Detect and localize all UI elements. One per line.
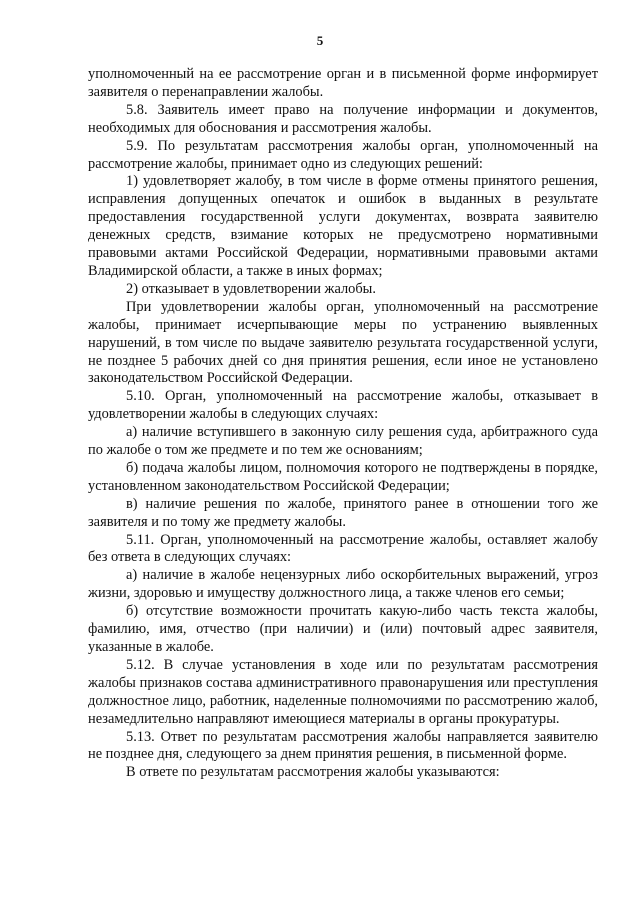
paragraph: 5.13. Ответ по результатам рассмотрения жалобы направляется заявителю не позднее дня, следующего за днем принятия решения, в письменной форме. xyxy=(88,728,598,763)
document-body xyxy=(88,66,598,782)
paragraph: 2) отказывает в удовлетворении жалобы. xyxy=(126,280,376,297)
paragraph: б) отсутствие возможности прочитать какую-либо часть текста жалобы, фамилию, имя, отчество (при наличии) и (или) почтовый адрес заявителя, указанные в жалобе. xyxy=(88,603,598,655)
paragraph: уполномоченный на ее рассмотрение орган и в письменной форме информирует заявителя о перенаправлении жалобы. xyxy=(88,66,598,100)
paragraph: В ответе по результатам рассмотрения жалобы указываются: xyxy=(126,764,500,781)
page-number: 5 xyxy=(316,33,324,48)
paragraph: 5.11. Орган, уполномоченный на рассмотрение жалобы, оставляет жалобу без ответа в следующих случаях: xyxy=(88,531,598,566)
paragraph: а) наличие вступившего в законную силу решения суда, арбитражного суда по жалобе о том же предмете и по тем же основаниям; xyxy=(88,424,598,459)
paragraph: а) наличие в жалобе нецензурных либо оскорбительных выражений, угроз жизни, здоровью и имуществу должностного лица, а также членов его семьи; xyxy=(88,567,598,602)
paragraph: 5.8. Заявитель имеет право на получение информации и документов, необходимых для обоснования и рассмотрения жалобы. xyxy=(88,101,598,136)
paragraph: б) подача жалобы лицом, полномочия которого не подтверждены в порядке, установленном законодательством Российской Федерации; xyxy=(88,459,598,494)
paragraph: При удовлетворении жалобы орган, уполномоченный на рассмотрение жалобы, принимает исчерпывающие меры по устранению выявленных нарушений, в том числе по выдаче заявителю результата государственной услуги, не позднее 5 рабочих дней со дня принятия решения, если иное не установлено законодательством Российской Федерации. xyxy=(88,298,598,387)
paragraph: 5.10. Орган, уполномоченный на рассмотрение жалобы, отказывает в удовлетворении жалобы в следующих случаях: xyxy=(88,388,598,423)
paragraph: 1) удовлетворяет жалобу, в том числе в форме отмены принятого решения, исправления допущенных опечаток и ошибок в выданных в результате предоставления государственной услуги документах, возврата заявителю денежных средств, взимание которых не предусмотрено нормативными правовыми актами Российской Федерации, нормативными правовыми актами Владимирской области, а также в иных формах; xyxy=(88,173,598,279)
paragraph: в) наличие решения по жалобе, принятого ранее в отношении того же заявителя и по тому же предмету жалобы. xyxy=(88,495,598,530)
paragraph: 5.9. По результатам рассмотрения жалобы орган, уполномоченный на рассмотрение жалобы, принимает одно из следующих решений: xyxy=(88,137,598,172)
paragraph: 5.12. В случае установления в ходе или по результатам рассмотрения жалобы признаков состава административного правонарушения или преступления должностное лицо, работник, наделенные полномочиями по рассмотрению жалоб, незамедлительно направляют имеющиеся материалы в органы прокуратуры. xyxy=(88,656,598,727)
